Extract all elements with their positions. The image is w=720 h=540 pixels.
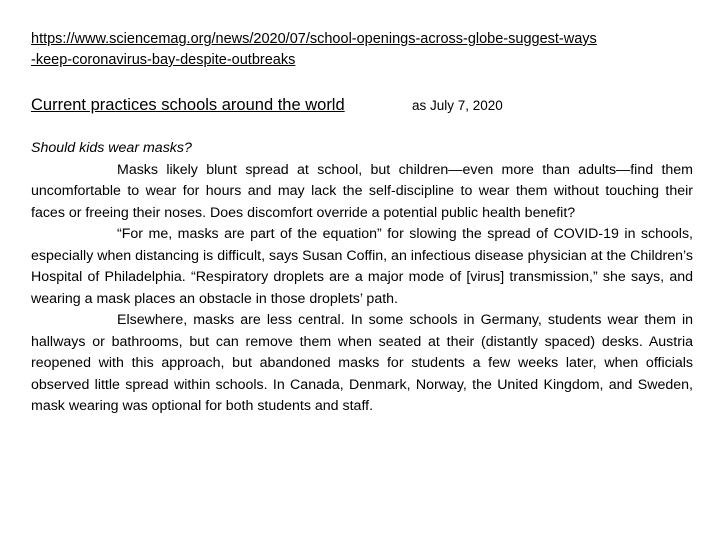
source-url-line-2[interactable]: -keep-coronavirus-bay-despite-outbreaks xyxy=(31,52,296,68)
heading-row xyxy=(31,93,691,119)
date-label: as July 7, 2020 xyxy=(412,98,503,113)
paragraph-3: Elsewhere, masks are less central. In some schools in Germany, students wear them in hallways or bathrooms, but can remove them when seated at their (distantly spaced) desks. Austria reopened with this approach, but abandoned masks for students a few weeks later, when officials observed little spread within schools. In Canada, Denmark, Norway, the United Kingdom, and Sweden, mask wearing was optional for both students and staff. xyxy=(31,312,693,414)
section-heading: Current practices schools around the world xyxy=(31,96,345,114)
paragraph-1: Masks likely blunt spread at school, but children—even more than adults—find them uncomfortable to wear for hours and may lack the self-discipline to wear them without touching their faces or freeing their noses. Does discomfort override a potential public health benefit? xyxy=(31,161,693,221)
article-body xyxy=(31,138,693,418)
paragraph-2: “For me, masks are part of the equation” for slowing the spread of COVID-19 in schools, especially when distancing is difficult, says Susan Coffin, an infectious disease physician at the Children’s Hospital of Philadelphia. “Respiratory droplets are a major mode of [virus] transmission,” she says, and wearing a mask places an obstacle in those droplets’ path. xyxy=(31,226,693,307)
question-heading: Should kids wear masks? xyxy=(31,140,192,156)
source-url-link[interactable] xyxy=(31,29,691,71)
source-url-line-1[interactable]: https://www.sciencemag.org/news/2020/07/school-openings-across-globe-suggest-ways xyxy=(31,31,597,47)
